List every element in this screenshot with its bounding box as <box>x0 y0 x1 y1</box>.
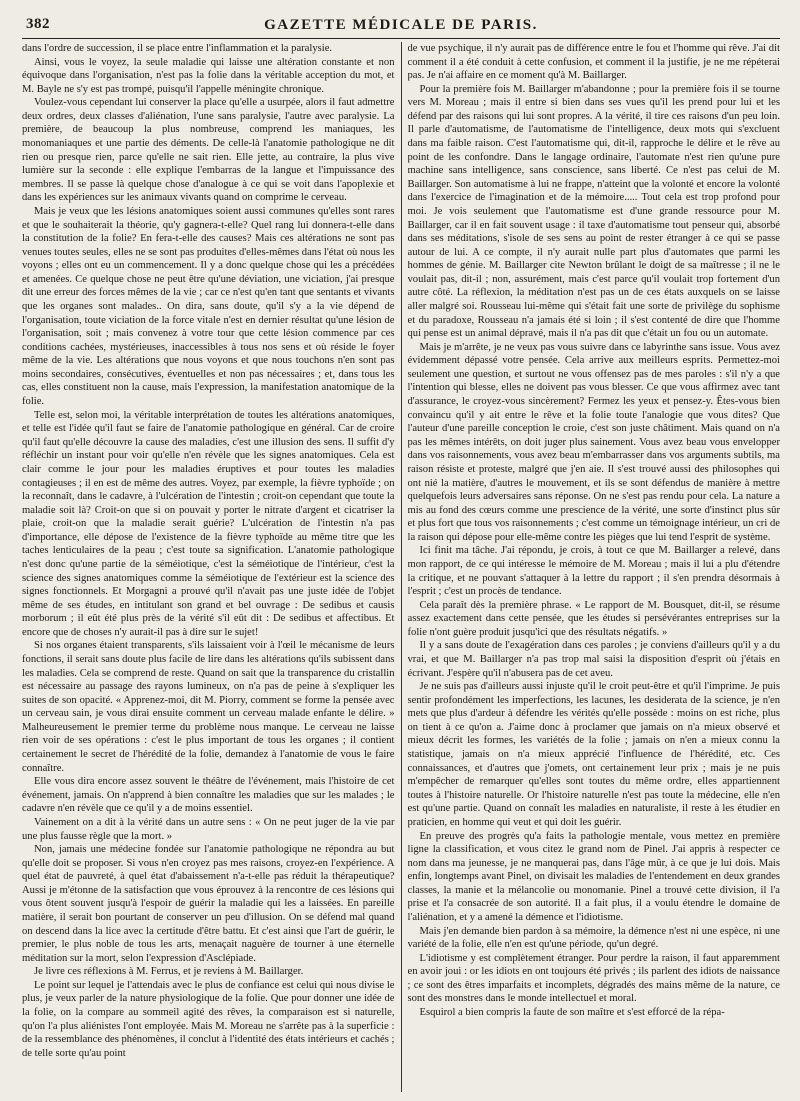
paragraph: Esquirol a bien compris la faute de son maître et s'est efforcé de la répa- <box>419 1007 725 1019</box>
paragraph: Mais je m'arrête, je ne veux pas vous suivre dans ce labyrinthe sans issue. Vous avez évidemment dépassé votre pensée. Cela arrive aux meilleurs esprits. Permettez-moi seulement une question, et surtout ne vous offensez pas de mes paroles : s'il n'y a que l'intention qui blesse, elles ne doivent pas vous blesser. Ce que vous affirmez avec tant d'assurance, le croyez-vous sincèrement? Fermez les yeux et pensez-y. Êtes-vous bien convaincu qu'il y ait entre le rêve et la folie toute l'analogie que vous dites? Que l'auteur d'une pareille conception le croie, c'est son juste châtiment. Mais quand on n'a pas les mêmes intérêts, on doit juger plus sainement. Vous avez beau vous envelopper dans vos raisonnements, vous avez beau m'embarrasser dans vos arguments subtils, ma raison résiste et proteste, malgré que j'en aie. Il s'est trouvé aussi des philosophes qui ont nié la matière, d'autres le mouvement, et ils se sont défendus de manière à mettre quelquefois leurs adversaires sans réponse. On ne s'est pas rendu pour cela. La nature a mis au fond des cœurs comme une prescience de la vérité, une sorte d'instinct plus sûr et plus fort que tous vos raisonnements ; c'est comme un témoignage intérieur, un cri de la raison qui dépose pour elle-même contre les pièges que lui tend l'esprit de système. <box>407 341 780 543</box>
paragraph: dans l'ordre de succession, il se place entre l'inflammation et la paralysie. <box>22 43 333 54</box>
paragraph: Non, jamais une médecine fondée sur l'anatomie pathologique ne répondra au but qu'elle doit se proposer. Si vous n'en croyez pas mes raisons, croyez-en l'expérience. A quel état de pauvreté, à quel état d'abaissement n'a-t-elle pas réduit la thérapeutique? Aussi je m'étonne de la satisfaction que vous éprouvez à la rencontre de ces lésions qui vous ôtent souvent jusqu'à l'espoir de guérir la maladie qui les a laissées. En pareille matière, il serait bon pourtant de conserver un peu d'illusion. On se défend mal quand on descend dans la lice avec la certitude d'être battu. Et c'est ainsi que l'art de guérir, le premier, le plus noble de tous les arts, menaçait naguère de tourner à une éternelle méditation sur la mort, selon l'expression d'Asclépiade. <box>22 844 395 964</box>
page-header <box>22 16 780 39</box>
paragraph: Cela paraît dès la première phrase. « Le rapport de M. Bousquet, dit-il, se résume assez exactement dans cette pensée, que les études si persévérantes entreprises sur la folie n'ont guère produit jusqu'ici que des résultats négatifs. » <box>407 599 780 638</box>
paragraph: Mais j'en demande bien pardon à sa mémoire, la démence n'est ni une espèce, ni une variété de la folie, elle n'en est qu'une période, qu'un degré. <box>407 925 780 951</box>
paragraph: Vainement on a dit à la vérité dans un autre sens : « On ne peut juger de la vie par une plus fausse règle que la mort. » <box>22 816 395 842</box>
paragraph: Telle est, selon moi, la véritable interprétation de toutes les altérations anatomiques, et telle est l'idée qu'il faut se faire de l'anatomie pathologique en général. Car de croire qu'il faut qu'elle découvre la cause des maladies, c'est une illusion des sens. Il suffit d'y réfléchir un instant pour voir qu'elle n'en révèle que les signes anatomiques. Cela est clair comme le jour pour les maladies éruptives et pour toutes les maladies contagieuses ; il en est de même des autres. Voyez, par exemple, la fièvre typhoïde ; on la reconnaît, dans le cadavre, à l'ulcération de l'intestin ; croit-on cependant que toute la maladie soit là? Croit-on que si on pouvait y porter le nitrate d'argent et cicatriser la plaie, croit-on que la maladie serait guérie? L'ulcération de l'intestin n'a pas d'importance, elle dépose de l'existence de la fièvre typhoïde au même titre que les taches lenticulaires de la peau ; c'est toute sa signification. L'anatomie pathologique n'est donc qu'une partie de la séméiotique, c'est la séméiotique de l'intérieur, c'est la science des signes anatomiques comme la séméiotique de l'extérieur est la science des signes fonctionnels. Et Morgagni a prouvé qu'il n'avait pas une juste idée de l'objet même de ses études, en intitulant son grand et bel ouvrage : De sedibus et causis morborum ; il eût été plus près de la vérité s'il eût dit : De sedibus et affectibus. Et encore que de choses n'y aurait-il pas à dire sur le sujet! <box>22 409 395 638</box>
paragraph: En preuve des progrès qu'a faits la pathologie mentale, vous mettez en première ligne la classification, et vous citez le grand nom de Pinel. J'ai appris à respecter ce nom dans ma jeunesse, je ne manquerai pas, dans l'âge mûr, à ce que je lui dois. Mais enfin, longtemps avant Pinel, on divisait les maladies de l'entendement en deux grandes classes, la manie et la mélancolie ou monomanie. Pinel a trouvé cette division, il l'a prise et l'a consacrée de son autorité. Il a fait plus, il a voulu étendre le domaine de l'aliénation, et y a amené la démence et l'idiotisme. <box>407 830 780 923</box>
page-number: 382 <box>26 16 50 32</box>
paragraph: Si nos organes étaient transparents, s'ils laissaient voir à l'œil le mécanisme de leurs fonctions, il serait sans doute plus facile de lire dans les altérations qu'ils subissent dans les maladies. Cela se comprend de reste. Quand on sait que la transparence du cristallin est nécessaire au passage des rayons lumineux, on n'a pas de peine à s'expliquer les suites de son opacité. « Apprenez-moi, dit M. Piorry, comment se forme la pensée avec un cerveau sain, je vous dirai ensuite comment un cerveau malade enfante le délire. » Malheureusement le premier terme du problème nous manque. Le cerveau ne laisse rien voir de ses opérations : c'est le plus important de tous les organes ; il contient certainement le secret de l'hérédité de la folie, demandez à l'anatomie de vous le faire connaître. <box>22 640 395 774</box>
paragraph: Mais je veux que les lésions anatomiques soient aussi communes qu'elles sont rares et que le souhaiterait la théorie, qu'y gagnera-t-elle? Quel rang lui donnera-t-elle dans la constitution de la folie? En fera-t-elle des causes? Mais ces altérations ne sont pas venues toutes seules, elles ne se sont pas produites d'elles-mêmes dans l'état où nous les voyons ; elles ont eu un commencement. Il y a donc quelque chose qui les a précédées et amenées. Ce quelque chose ne peut être qu'une déviation, une viciation, j'ai presque dit une erreur des forces mêmes de la vie ; car ce n'est qu'en tant que sentants et vivants que les organes sont malades.. On dira, sans doute, qu'il s'y a la vie dépend de l'organisation, toute viciation de la force vitale n'est en dernier résultat qu'une lésion de l'organisation, soit ; mais convenez à votre tour que cette lésion commence par ces conditions cachées, mystérieuses, inaccessibles à tous nos sens et où réside le foyer même de la vie. Les altérations que nous voyons et que nous touchons n'en sont pas moins secondaires, consécutives, éventuelles et non pas nécessaires ; et, dans tous les cas, elles constituent non la cause, mais l'expression, la manifestation anatomique de la folie. <box>22 205 395 408</box>
left-column <box>22 42 395 1092</box>
paragraph: Elle vous dira encore assez souvent le théâtre de l'événement, mais l'histoire de cet événement, jamais. On n'apprend à bien connaître les maladies que sur les malades ; le cadavre n'en révèle que ce qu'il y a de moins essentiel. <box>22 776 395 815</box>
paragraph: Pour la première fois M. Baillarger m'abandonne ; pour la première fois il se tourne vers M. Moreau ; mais il entre si bien dans ses vues qu'il les prend pour lui et les défend par des raisons qui lui sont propres. A la vérité, il tire ces raisons d'un peu loin. Il parle d'automatisme, de l'automatisme de l'intelligence, deux mots qui s'excluent dans ma faible raison. C'est l'automatisme qui, dit-il, rapproche le délire et le rêve au point de les confondre. Dans le langage ordinaire, l'automate n'est rien qu'une pure machine sans intelligence, sans conscience, sans liberté. Ce n'est pas celui de M. Baillarger. Son automatisme à lui ne frappe, n'atteint que la volonté et encore la volonté dans l'exercice de l'imagination et de la mémoire..... Tout cela est trop profond pour moi. Je vois seulement que l'automatisme est d'une grande ressource pour M. Baillarger, car il en fait souvent usage : il taxe d'automatisme tout penseur qui, absorbé dans ses méditations, s'isole de ses sens au point de rester étranger à ce qui se passe autour de lui. A ce compte, il n'y aurait nulle part plus d'automates que parmi les hommes de génie. M. Baillarger cite Newton brûlant le doigt de sa maîtresse ; il ne le voulait pas, dit-il ; non, assurément, mais c'est parce qu'il voulait trop fortement d'un autre côté. La réflexion, la méditation n'est pas un de ces états auxquels on se laisse aller malgré soi. Rousseau lui-même qui s'était fait une sorte de privilège du sophisme et du paradoxe, Rousseau n'a jamais été si loin ; il s'est contenté de dire que l'homme qui pense est un animal dépravé, mais il n'a pas dit que c'était un fou ou un automate. <box>407 83 780 340</box>
paragraph: de vue psychique, il n'y aurait pas de différence entre le fou et l'homme qui rêve. J'ai dit comment il a été conduit à cette confusion, et comment il la justifie, je ne me répéterai pas. Je n'ai affaire en ce moment qu'à M. Baillarger. <box>407 43 780 82</box>
text-columns <box>22 42 780 1092</box>
paragraph: Il y a sans doute de l'exagération dans ces paroles ; je conviens d'ailleurs qu'il y a du vrai, et que M. Baillarger n'a pas trop mal saisi la disposition d'esprit où j'étais en écrivant. J'espère qu'il n'abusera pas de cet aveu. <box>407 640 780 679</box>
paragraph: L'idiotisme y est complètement étranger. Pour perdre la raison, il faut apparemment en avoir joui : or les idiots en ont toujours été privés ; ils parlent des idiots de naissance ; ce sont des êtres imparfaits et incomplets, dégradés des mains même de la nature, ce sont des monstres dans le monde intellectuel et moral. <box>407 952 780 1005</box>
right-column <box>408 42 781 1092</box>
paragraph: Ainsi, vous le voyez, la seule maladie qui laisse une altération constante et non équivoque dans l'organisation, n'est pas la folie dans la véritable acception du mot, et M. Bayle ne s'y est pas trompé, puisqu'il l'appelle méningite chronique. <box>22 56 395 95</box>
paragraph: Ici finit ma tâche. J'ai répondu, je crois, à tout ce que M. Baillarger a relevé, dans mon rapport, de ce qui intéresse le mémoire de M. Moreau ; mais il lui a plu d'étendre la critique, et ne pouvant s'attaquer à la lettre du rapport ; il s'en prendra désormais à l'esprit ; c'est un procès de tendance. <box>407 545 780 598</box>
paragraph: Je ne suis pas d'ailleurs aussi injuste qu'il le croit peut-être et qu'il l'imprime. Je puis sentir profondément les imperfections, les lacunes, les desiderata de la science, je n'en mets que plus d'ardeur à défendre les vérités qu'elle possède : moins on est riche, plus on tient à ce qu'on a. J'aime donc à proclamer que jamais on n'a mieux observé et mieux décrit les formes, les variétés de la folie ; jamais on n'en a mieux connu la statistique, jamais on n'a mieux apprécié l'influence de l'hérédité, etc. Ces connaissances, et d'autres que j'omets, ont certainement leur prix ; mais je ne puis m'empêcher de remarquer qu'elles sont toutes du même ordre, elles appartiennent toutes à l'histoire naturelle. Or l'histoire naturelle n'est pas toute la médecine, elle n'en est qu'une partie. Quand on connaît les maladies en naturaliste, il reste à les étudier en praticien, en homme qui veut et qui doit les guérir. <box>407 681 780 828</box>
paragraph: Je livre ces réflexions à M. Ferrus, et je reviens à M. Baillarger. <box>34 966 304 978</box>
paragraph: Voulez-vous cependant lui conserver la place qu'elle a usurpée, alors il faut admettre deux ordres, deux classes d'aliénation, l'une sans paralysie, l'autre avec paralysie. La première, de beaucoup la plus nombreuse, comprend les maniaques, les monomaniaques et une partie des déments. De celle-là l'anatomie pathologique ne dit rien ou presque rien, parce qu'elle ne sait rien. Elle jette, au contraire, la plus vive lumière sur la seconde : elle explique l'embarras de la langue et l'impuissance des membres. Il se passe là quelque chose d'analogue à ce qui se voit dans l'apoplexie et dans les expériences sur les animaux vivants quand on comprime le cerveau. <box>22 97 395 204</box>
paragraph: Le point sur lequel je l'attendais avec le plus de confiance est celui qui nous divise le plus, je veux parler de la nature physiologique de la folie. Que pour donner une idée de la folie, on la compare au sommeil agité des rêves, la comparaison est si naturelle, qu'on l'a plus aliénistes l'ont employée. Mais M. Moreau ne s'arrête pas à la superficie : de la ressemblance des phénomènes, il conclut à l'identité des états intérieurs et cachés ; de telle sorte qu'au point <box>22 979 395 1059</box>
column-divider <box>401 42 402 1092</box>
journal-title: GAZETTE MÉDICALE DE PARIS. <box>264 17 538 33</box>
